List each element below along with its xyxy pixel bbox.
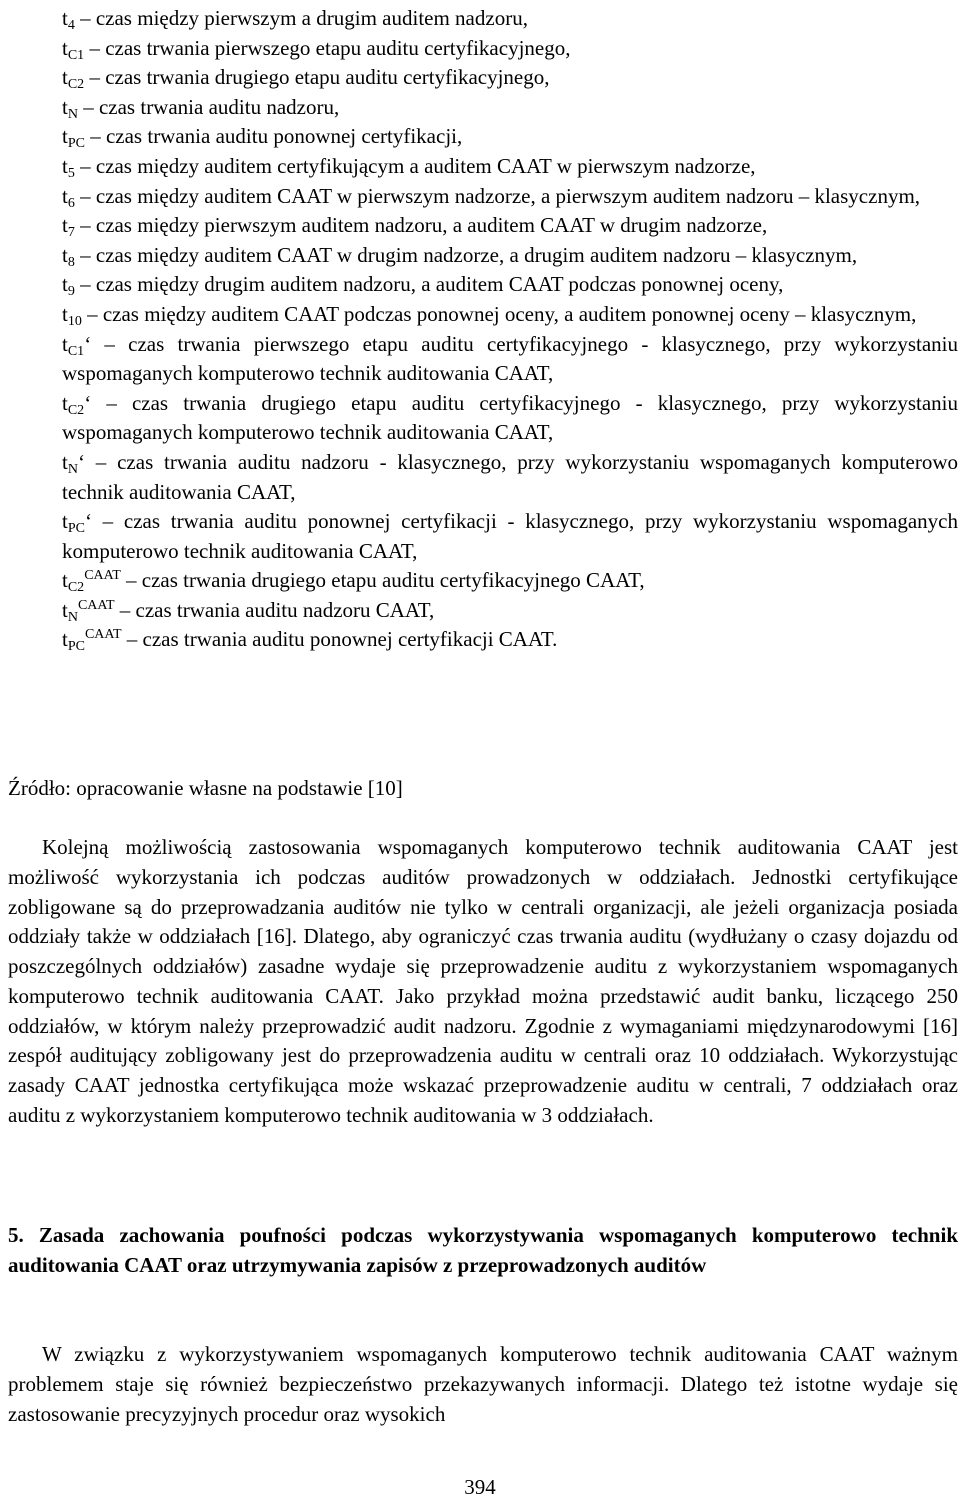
symbol-definitions-list [62,4,958,655]
definition-symbol: $t_{PC}$ [62,124,85,152]
definition-symbol: $t_5$ [62,153,75,181]
definition-text: ‘ – czas trwania drugiego etapu auditu certyfikacyjnego - klasycznego, przy wykorzystaniu wspomaganych komputerowo technik auditowania CAAT, [62,390,958,445]
definition-symbol: $t_{C2}$ [62,390,85,418]
definition-symbol: $t_{C1}$ [62,331,85,359]
definition-text: ‘ – czas trwania auditu ponownej certyfikacji - klasycznego, przy wykorzystaniu wspomaganych komputerowo technik auditowania CAAT, [62,509,958,563]
definition-symbol: $t_4$ [62,6,75,33]
definition-text: ‘ – czas trwania pierwszego etapu auditu certyfikacyjnego - klasycznego, przy wykorzystaniu wspomaganych komputerowo technik auditowania CAAT, [62,331,958,386]
definition-item [62,182,958,212]
body-paragraph: W związku z wykorzystywaniem wspomaganych komputerowo technik auditowania CAAT ważnym problemem staje się również bezpieczeństwo przekazywanych informacji. Dlatego też istotne wydaje się zastosowanie precyzyjnych procedur oraz wysokich [8,1342,958,1426]
page-number: 394 [464,1475,496,1499]
definition-text: – czas trwania drugiego etapu auditu certyfikacyjnego CAAT, [120,568,645,593]
definition-item [62,448,958,507]
definition-symbol: $t_{C2}$ [62,65,85,93]
definition-item [62,507,958,566]
definition-symbol: $t_{10}$ [62,301,82,329]
definition-item [62,389,958,448]
definition-text: – czas między pierwszym a drugim auditem nadzoru, [74,6,528,30]
definition-item [62,330,958,389]
definition-symbol: $t_7$ [62,213,75,241]
definition-text: – czas trwania pierwszego etapu auditu certyfikacyjnego, [84,35,571,60]
definition-item [62,596,958,626]
definition-symbol: $t_{PC}$ [62,509,85,537]
definition-text: – czas trwania auditu nadzoru CAAT, [114,597,435,622]
definition-text: – czas trwania auditu ponownej certyfikacji CAAT. [121,627,558,652]
definition-item [62,34,958,64]
definition-symbol: $t_N$ [62,449,78,477]
definition-item [62,122,958,152]
definition-symbol: $t_8$ [62,242,75,270]
definition-text: – czas trwania drugiego etapu auditu certyfikacyjnego, [84,65,550,90]
definition-item [62,4,958,34]
definition-item [62,211,958,241]
definition-item [62,625,958,655]
definition-item [62,566,958,596]
definition-item [62,241,958,271]
definition-text: – czas między pierwszym auditem nadzoru, a auditem CAAT w drugim nadzorze, [74,213,768,238]
body-paragraph: Kolejną możliwością zastosowania wspomaganych komputerowo technik auditowania CAAT jest możliwość wykorzystania ich podczas auditów prowadzonych w oddziałach. Jednostki certyfikujące zobligowane są do przeprowadzania auditów nie tylko w centrali organizacji, ale jeżeli organizacja posiada oddziały także w oddziałach [16]. Dlatego, aby ograniczyć czas trwania auditu (wydłużany o czasy dojazdu od poszczególnych oddziałów) zasadne wydaje się przeprowadzenie auditu z wykorzystaniem wspomaganych komputerowo technik auditowania CAAT. Jako przykład można przedstawić audit banku, liczącego 250 oddziałów, w którym należy przeprowadzić audit nadzoru. Zgodnie z wymaganiami międzynarodowymi [16] zespół auditujący zobligowany jest do przeprowadzenia auditu w centrali oraz 10 oddziałach. Wykorzystując zasady CAAT jednostka certyfikująca może wskazać przeprowadzenie auditu w centrali, 7 oddziałach oraz auditu z wykorzystaniem komputerowo technik auditowania w 3 oddziałach. [8,835,958,1127]
definition-item [62,270,958,300]
definition-text: – czas między auditem CAAT w drugim nadzorze, a drugim auditem nadzoru – klasycznym, [74,242,858,267]
definition-item [62,300,958,330]
definition-symbol: $t_9$ [62,272,75,300]
definition-symbol: $t_N^{CAAT}$ [62,597,115,625]
definition-item [62,63,958,93]
definition-symbol: $t_{C2}^{CAAT}$ [62,568,121,596]
source-note: Źródło: opracowanie własne na podstawie [10] [8,776,403,800]
definition-item [62,93,958,123]
definition-text: – czas między auditem certyfikującym a auditem CAAT w pierwszym nadzorze, [74,153,756,178]
definition-text: – czas między drugim auditem nadzoru, a auditem CAAT podczas ponownej oceny, [74,272,784,297]
definition-item [62,152,958,182]
definition-text: – czas między auditem CAAT w pierwszym nadzorze, a pierwszym auditem nadzoru – klasycznym, [74,183,921,208]
definition-symbol: $t_6$ [62,183,75,211]
definition-symbol: $t_{PC}^{CAAT}$ [62,627,122,655]
section-heading: 5. Zasada zachowania poufności podczas wykorzystywania wspomaganych komputerowo technik auditowania CAAT oraz utrzymywania zapisów z przeprowadzonych auditów [8,1223,958,1277]
definition-text: – czas między auditem CAAT podczas ponownej oceny, a auditem ponownej oceny – klasycznym, [81,301,917,326]
definition-symbol: $t_{C1}$ [62,35,85,63]
definition-text: ‘ – czas trwania auditu nadzoru - klasycznego, przy wykorzystaniu wspomaganych komputerowo technik auditowania CAAT, [62,449,958,504]
definition-text: – czas trwania auditu ponownej certyfikacji, [84,124,463,149]
definition-text: – czas trwania auditu nadzoru, [77,94,340,119]
definition-symbol: $t_N$ [62,94,78,122]
